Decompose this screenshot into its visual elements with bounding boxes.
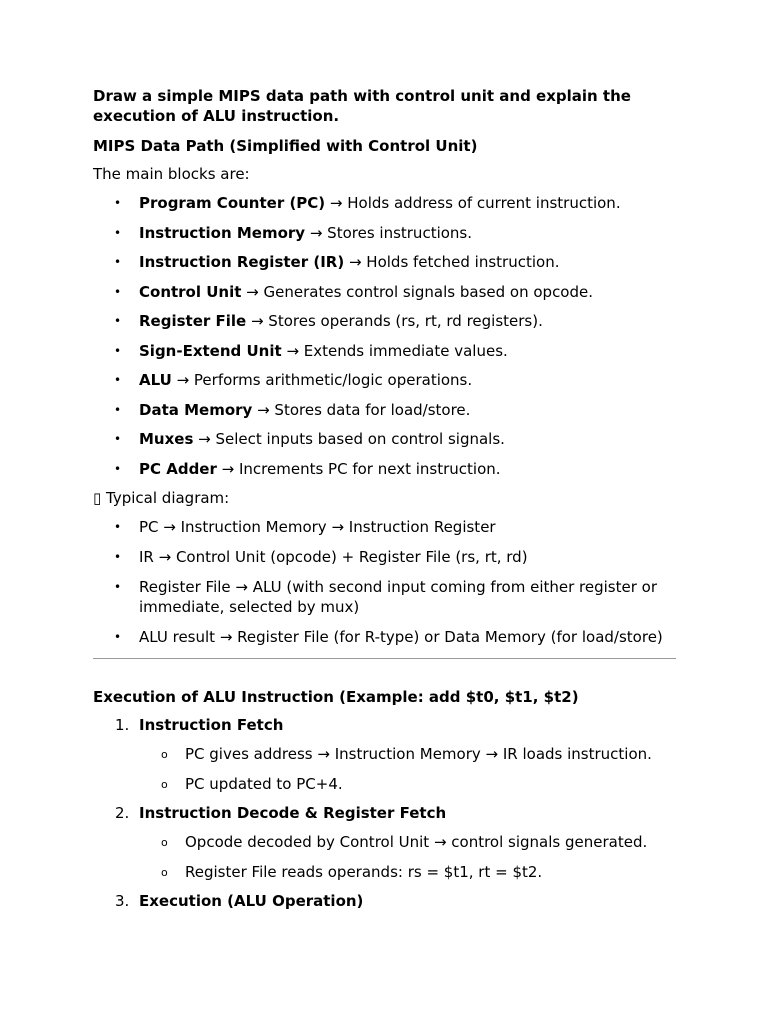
step-number: 2. <box>115 804 130 822</box>
bullet-icon: • <box>114 196 122 210</box>
step-sub-item <box>139 832 676 852</box>
bullet-icon: • <box>114 630 122 644</box>
block-description: → Stores operands (rs, rt, rd registers). <box>246 312 543 330</box>
block-description: → Holds address of current instruction. <box>325 194 621 212</box>
step-title: Execution (ALU Operation) <box>139 892 364 910</box>
block-list-item <box>93 252 676 272</box>
block-list-item <box>93 459 676 479</box>
blocks-intro: The main blocks are: <box>93 165 250 183</box>
step-sub-item <box>139 862 676 882</box>
diagram-list-item <box>93 627 676 647</box>
diagram-item-text: ALU result → Register File (for R-type) or Data Memory (for load/store) <box>139 628 663 646</box>
steps-list <box>93 715 676 911</box>
bullet-icon: • <box>114 461 122 476</box>
step-sub-item <box>139 744 676 764</box>
step-title: Instruction Decode & Register Fetch <box>139 804 447 822</box>
block-list-item <box>93 282 676 302</box>
block-description: → Select inputs based on control signals. <box>193 430 505 448</box>
block-name: Instruction Memory <box>139 223 306 242</box>
step-number: 1. <box>115 716 130 734</box>
circle-bullet-icon: o <box>161 777 168 791</box>
block-name: Register File <box>139 312 247 330</box>
block-name: Muxes <box>139 430 194 448</box>
bullet-icon: • <box>114 402 122 417</box>
block-name: Instruction Register (IR) <box>139 253 345 271</box>
block-description: → Stores data for load/store. <box>252 400 471 419</box>
block-description: → Stores instructions. <box>305 223 473 242</box>
step-item <box>93 803 676 882</box>
document-content <box>93 86 676 920</box>
block-list-item <box>93 400 676 420</box>
block-name: ALU <box>139 371 172 389</box>
diagram-item-text: Register File → ALU (with second input coming from either register or immediate, selected by mux) <box>139 578 657 616</box>
step-sub-text: Opcode decoded by Control Unit → control signals generated. <box>185 833 648 851</box>
block-description: → Extends immediate values. <box>281 341 508 360</box>
block-name: Sign-Extend Unit <box>139 341 282 360</box>
blocks-list <box>93 193 676 479</box>
circle-bullet-icon: o <box>161 865 168 879</box>
diagram-list-item <box>93 517 676 537</box>
step-item <box>93 715 676 794</box>
diagram-list-item <box>93 577 676 617</box>
block-description: → Performs arithmetic/logic operations. <box>171 371 473 389</box>
block-name: PC Adder <box>139 459 217 478</box>
step-sub-list <box>139 744 676 794</box>
bullet-icon: • <box>114 520 122 534</box>
section-heading-datapath: MIPS Data Path (Simplified with Control Unit) <box>93 137 478 155</box>
block-name: Control Unit <box>139 282 242 301</box>
block-list-item <box>93 223 676 243</box>
block-description: → Generates control signals based on opcode. <box>241 282 594 301</box>
block-description: → Holds fetched instruction. <box>344 253 560 271</box>
step-sub-list <box>139 832 676 882</box>
step-sub-text: PC updated to PC+4. <box>185 774 343 793</box>
block-list-item <box>93 311 676 331</box>
block-name: Data Memory <box>139 400 253 419</box>
block-list-item <box>93 429 676 449</box>
block-list-item <box>93 341 676 361</box>
diagram-list <box>93 517 676 647</box>
question-title: Draw a simple MIPS data path with control unit and explain the execution of ALU instruction. <box>93 87 631 125</box>
block-description: → Increments PC for next instruction. <box>216 459 501 478</box>
horizontal-divider <box>93 658 676 659</box>
diagram-list-item <box>93 547 676 567</box>
circle-bullet-icon: o <box>161 836 168 849</box>
diagram-intro <box>93 488 676 508</box>
bullet-icon: • <box>114 550 122 564</box>
bullet-icon: • <box>114 314 122 328</box>
diagram-intro-text: Typical diagram: <box>101 489 230 507</box>
block-list-item <box>93 193 676 213</box>
step-sub-text: PC gives address → Instruction Memory → IR loads instruction. <box>185 745 652 763</box>
block-list-item <box>93 370 676 390</box>
step-title: Instruction Fetch <box>139 716 284 734</box>
diagram-item-text: PC → Instruction Memory → Instruction Register <box>139 518 496 536</box>
step-sub-text: Register File reads operands: rs = $t1, rt = $t2. <box>185 862 543 881</box>
section-heading-execution: Execution of ALU Instruction (Example: add $t0, $t1, $t2) <box>93 688 579 706</box>
step-item <box>93 891 676 911</box>
circle-bullet-icon: o <box>161 748 168 761</box>
bullet-icon: • <box>114 343 122 358</box>
bullet-icon: • <box>114 284 122 299</box>
block-name: Program Counter (PC) <box>139 194 326 212</box>
bullet-icon: • <box>114 255 122 269</box>
bullet-icon: • <box>114 432 122 446</box>
missing-glyph-icon: ▯ <box>93 489 102 507</box>
bullet-icon: • <box>114 225 122 240</box>
bullet-icon: • <box>114 373 122 387</box>
step-sub-item <box>139 774 676 794</box>
step-number: 3. <box>115 892 130 910</box>
diagram-item-text: IR → Control Unit (opcode) + Register File (rs, rt, rd) <box>139 548 528 566</box>
bullet-icon: • <box>114 580 122 594</box>
